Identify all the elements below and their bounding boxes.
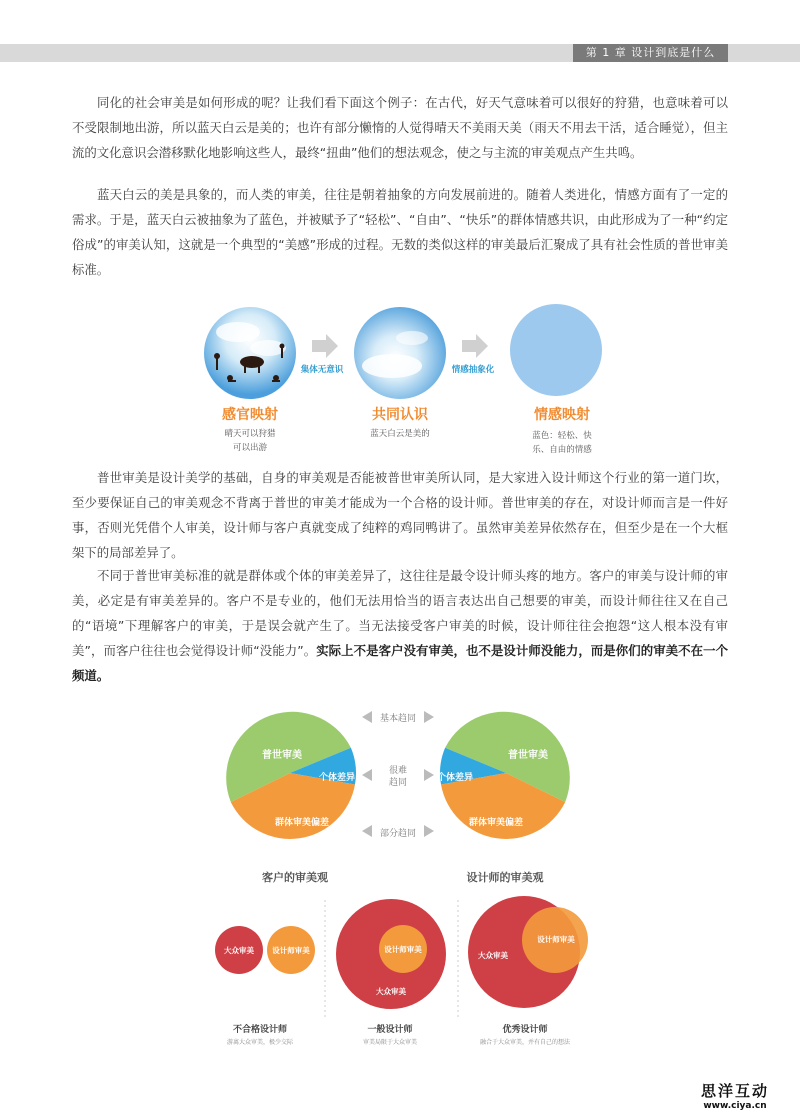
watermark-logo (690, 1080, 780, 1111)
paragraph-1: 同化的社会审美是如何形成的呢？让我们看下面这个例子：在古代，好天气意味着可以很好的狩猎，也意味着可以不受限制地出游，所以蓝天白云是美的；也许有部分懒惰的人觉得晴天不美雨天美（雨天不用去干活，适合睡觉），但主流的文化意识会潜移默化地影响这些人，最终“扭曲”他们的想法观念，使之与主流的审美观点产生共鸣。 (72, 95, 728, 160)
designer-label-2: 设计师审美 (384, 945, 422, 954)
mass-label-3: 大众审美 (478, 951, 508, 960)
watermark-url: www.ciya.cn (703, 1101, 767, 1111)
label-group-left: 群体审美偏差 (274, 818, 329, 828)
arrow-left-icon (362, 769, 372, 781)
watermark-name: 思洋互动 (700, 1082, 769, 1100)
level-2-title: 一般设计师 (367, 1025, 413, 1035)
label-individual-right: 个体差异 (436, 773, 473, 783)
level-3-title: 优秀设计师 (502, 1025, 548, 1035)
paragraph-2: 蓝天白云的美是具象的，而人类的审美，往往是朝着抽象的方向发展前进的。随着人类进化，情感方面有了一定的需求。于是，蓝天白云被抽象为了蓝色，并被赋予了“轻松”、“自由”、“快乐”的群体情感共识，由此形成为了一种“约定俗成”的审美认知，这就是一个典型的“美感”形成的过程。无数的类似这样的审美最后汇聚成了具有社会性质的普世审美标准。 (72, 187, 728, 277)
level-1-sub: 游离大众审美，极少交际 (226, 1039, 293, 1046)
designer-label-1: 设计师审美 (272, 946, 310, 955)
stage-3-circle (510, 304, 602, 396)
stage-3-title: 情感映射 (534, 407, 590, 423)
figure-designer-levels (0, 890, 800, 1020)
label-universal-right: 普世审美 (508, 750, 548, 761)
stage-1-circle (204, 307, 296, 399)
level-3-sub: 融合于大众审美，并有自己的想法 (479, 1039, 570, 1046)
label-individual-left: 个体差异 (318, 773, 355, 783)
paragraph-4-emphasis: 实际上不是客户没有审美，也不是设计师没能力，而是你们的审美不在一个频道。 (72, 643, 728, 683)
stage-1-caption-1: 晴天可以狩猎 (224, 429, 276, 439)
paragraph-4 (72, 563, 728, 688)
paragraph-4-text: 不同于普世审美标准的就是群体或个体的审美差异了，这往往是最令设计师头疼的地方。客户的审美与设计师的审美，必定是有审美差异的。客户不是专业的，他们无法用恰当的语言表达出自己想要的审美，而设计师往往又在自己的“语境”下理解客户的审美，于是误会就产生了。当无法接受客户审美的时候，设计师往往会抱怨“这人根本没有审美”，而客户往往也会觉得设计师“没能力”。 (72, 568, 728, 658)
stage-1-title: 感官映射 (222, 407, 278, 423)
mass-label-2: 大众审美 (376, 987, 406, 996)
stage-2-title: 共同认识 (372, 407, 428, 423)
label-group-right: 群体审美偏差 (468, 818, 523, 828)
arrow-right-icon (462, 334, 488, 358)
label-partial-same: 部分趋同 (379, 829, 416, 839)
stage-2-caption: 蓝天白云是美的 (370, 429, 430, 439)
mass-label-1: 大众审美 (224, 946, 254, 955)
stage-2-circle (354, 307, 446, 399)
label-basic-same: 基本趋同 (379, 714, 416, 724)
caption-designer: 设计师的审美观 (466, 871, 544, 884)
chapter-title: 第 1 章 设计到底是什么 (573, 44, 728, 62)
paragraph-3: 普世审美是设计美学的基础，自身的审美观是否能被普世审美所认同，是大家进入设计师这个行业的第一道门坎，至少要保证自己的审美观念不背离于普世的审美才能成为一个合格的设计师。普世审美的存在，对设计师而言是一件好事，否则光凭借个人审美，设计师与客户真就变成了纯粹的鸡同鸭讲了。虽然审美差异依然存在，但至少是在一个大框架下的局部差异了。 (72, 470, 728, 560)
level-2-sub: 审美局限于大众审美 (362, 1039, 417, 1046)
stage-1-caption-2: 可以出游 (232, 443, 267, 453)
stage-3-caption-2: 乐、自由的情感 (532, 445, 592, 455)
level-1-title: 不合格设计师 (232, 1025, 287, 1035)
label-hard-same-2: 趋同 (388, 778, 407, 788)
caption-client: 客户的审美观 (262, 871, 328, 884)
designer-label-3: 设计师审美 (537, 935, 575, 944)
label-universal-left: 普世审美 (262, 750, 302, 761)
arrow-label-1: 集体无意识 (300, 365, 344, 375)
figure-aesthetic-flow (0, 290, 800, 470)
arrow-right-icon (312, 334, 338, 358)
stage-3-caption-1: 蓝色：轻松、快 (532, 431, 592, 441)
label-hard-same-1: 很难 (388, 766, 407, 776)
arrow-label-2: 情感抽象化 (451, 365, 495, 375)
